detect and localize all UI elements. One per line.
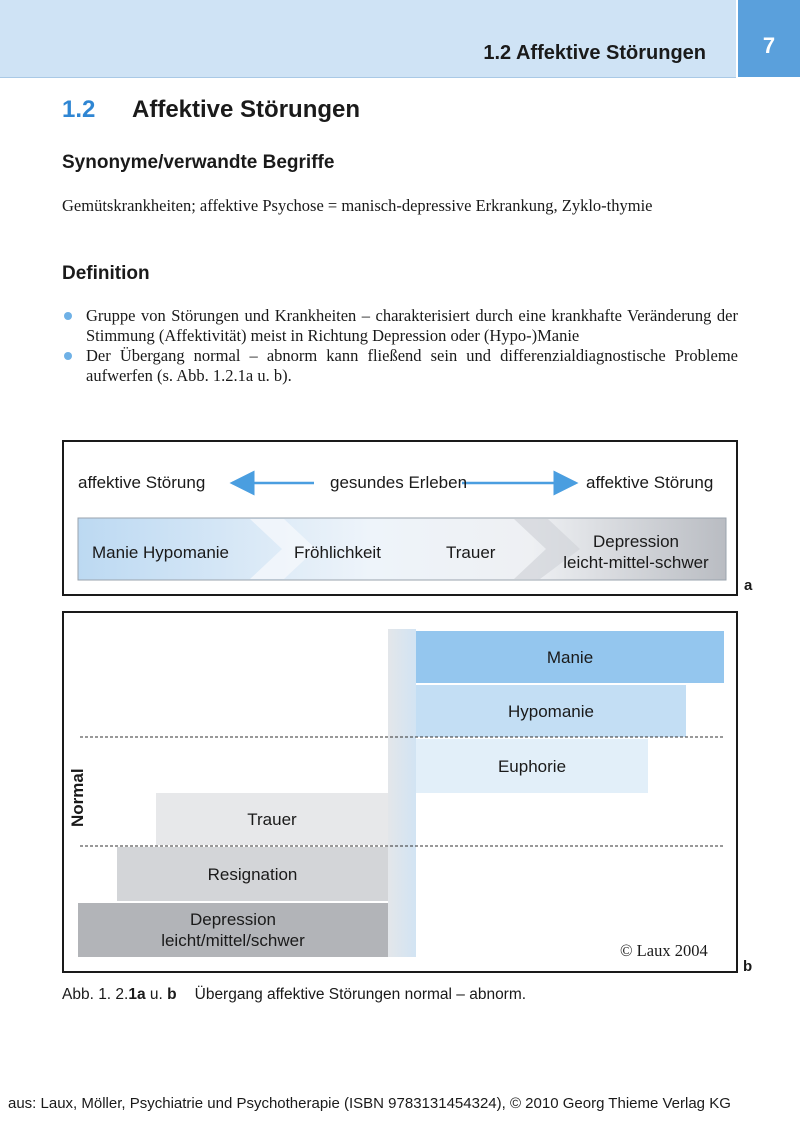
figure-caption: Abb. 1. 2.1a u. b Übergang affektive Störungen normal – abnorm. bbox=[62, 986, 527, 1003]
caption-text: Übergang affektive Störungen normal – abnorm. bbox=[194, 986, 527, 1003]
bullet-icon bbox=[64, 312, 72, 320]
bar-label-euphorie: Euphorie bbox=[497, 756, 567, 776]
section-title-text: Affektive Störungen bbox=[132, 96, 361, 123]
synonyms-text: Gemütskrankheiten; affektive Psychose = manisch-depressive Erkrankung, Zyklo-thymie bbox=[62, 196, 653, 215]
list-item: Der Übergang normal – abnorm kann fließend sein und differenzialdiagnostische Probleme aufwerfen (s. Abb. 1.2.1a u. b). bbox=[62, 346, 738, 385]
segment-froehlichkeit: Fröhlichkeit bbox=[294, 543, 381, 562]
list-item: Gruppe von Störungen und Krankheiten – charakterisiert durch eine krankhafte Veränderung der Stimmung (Affektivität) meist in Richtung Depression oder (Hypo-)Manie bbox=[62, 306, 738, 345]
divider-band bbox=[388, 629, 416, 957]
definition-heading: Definition bbox=[62, 263, 150, 284]
segment-manie-hypomanie: Manie Hypomanie bbox=[92, 543, 230, 562]
bar-label-depression: Depression leicht/mittel/schwer bbox=[161, 910, 305, 950]
synonyms-heading: Synonyme/verwandte Begriffe bbox=[62, 152, 335, 173]
center-label: gesundes Erleben bbox=[330, 473, 468, 492]
segment-depression: Depression leicht-mittel-schwer bbox=[563, 532, 709, 572]
definition-list bbox=[62, 306, 738, 386]
right-label: affektive Störung bbox=[586, 473, 714, 492]
segment-trauer: Trauer bbox=[446, 543, 496, 562]
bar-label-manie: Manie bbox=[546, 647, 594, 667]
figure-b bbox=[62, 611, 738, 973]
bar-label-trauer: Trauer bbox=[247, 809, 297, 829]
axis-label-normal: Normal bbox=[68, 768, 87, 827]
bar-label-resignation: Resignation bbox=[207, 864, 298, 884]
bar-label-hypomanie: Hypomanie bbox=[508, 701, 594, 721]
source-footer: aus: Laux, Möller, Psychiatrie und Psychotherapie (ISBN 9783131454324), © 2010 Georg Thieme Verlag KG bbox=[8, 1095, 731, 1112]
left-label: affektive Störung bbox=[78, 473, 206, 492]
section-title bbox=[62, 96, 360, 124]
page-number: 7 bbox=[738, 0, 800, 77]
copyright-note: © Laux 2004 bbox=[620, 941, 708, 960]
figure-b-letter: b bbox=[743, 958, 753, 975]
bullet-icon bbox=[64, 352, 72, 360]
running-header bbox=[0, 0, 736, 78]
running-title: 1.2 Affektive Störungen bbox=[483, 42, 706, 64]
section-number: 1.2 bbox=[62, 96, 96, 123]
figure-a-letter: a bbox=[744, 577, 753, 594]
figure-a bbox=[62, 440, 738, 596]
